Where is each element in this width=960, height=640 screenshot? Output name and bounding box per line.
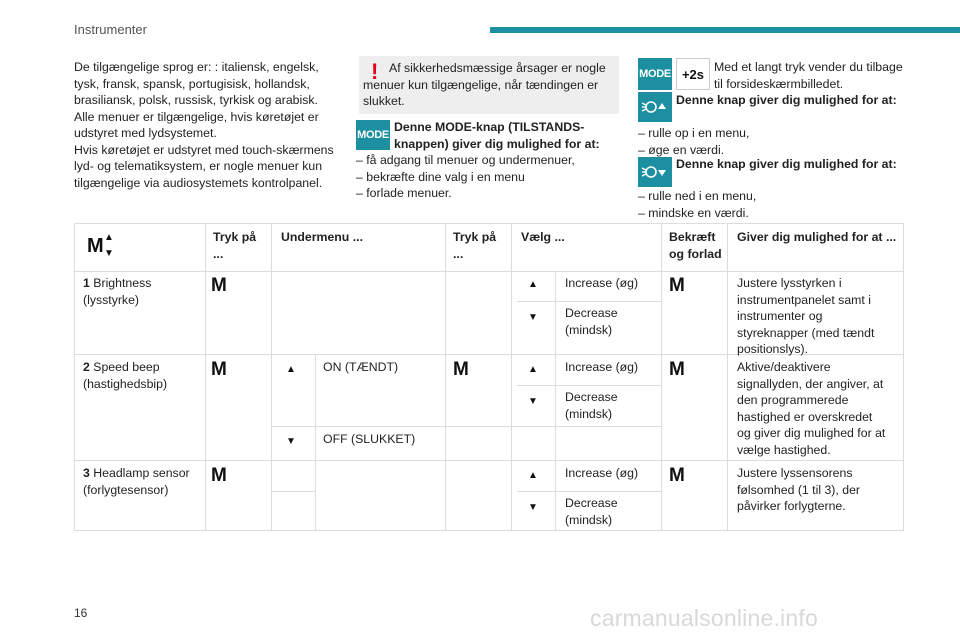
long-press-text: Med et langt tryk vender du tilbage til forsideskærmbilledet. [714,60,903,91]
list-item: – øge en værdi. [638,142,898,159]
down-arrow-icon: ▼ [528,502,538,513]
mode-heading: Denne MODE-knap (TILSTANDS-knappen) giver dig mulighed for at: [394,120,600,151]
lamp-down-glyph [640,160,670,184]
m-button-icon: M [669,359,685,380]
list-item: – bekræfte dine valg i en menu [356,169,616,186]
row-number: 1 [83,276,90,290]
list-item: – få adgang til menuer og undermenuer, [356,152,616,169]
col-divider [271,224,272,530]
cell-divider [271,426,661,427]
up-arrow-icon: ▲ [528,279,538,290]
submenu-on: ON (TÆNDT) [323,360,399,374]
m-button-icon: M [453,359,469,380]
page-number: 16 [74,606,88,620]
mode-list [356,152,616,202]
col-divider [511,224,512,530]
up-button-heading: Denne knap giver dig mulighed for at: [676,93,897,107]
col-divider [555,272,556,530]
intro-paragraph: Hvis køretøjet er udstyret med touch-skærmens lyd- og telematiksystem, er nogle menuer kun tilgængelige via audiosystemets kontrolpanel. [74,142,334,190]
row-divider [75,271,903,272]
list-item: – rulle op i en menu, [638,125,898,142]
section-title: Instrumenter [74,22,147,37]
row-description: Justere lysstyrken i instrumentpanelet samt i instrumenter og styreknapper (med tændt positionslys). [737,276,875,356]
cell-divider [517,385,661,386]
warning-box [359,56,619,114]
up-arrow-icon: ▲ [528,470,538,481]
header-submenu: Undermenu ... [281,230,363,244]
row-name: Headlamp sensor (forlygtesensor) [83,466,190,497]
down-arrow-icon: ▼ [528,312,538,323]
up-list [638,125,898,158]
row-description: Justere lyssensorens følsomhed (1 til 3), der påvirker forlygterne. [737,466,861,513]
header-gives: Giver dig mulighed for at ... [737,230,897,244]
col-divider [315,461,316,530]
down-button-heading: Denne knap giver dig mulighed for at: [676,157,897,171]
header-press: Tryk på ... [213,230,257,261]
watermark: carmanualsonline.info [590,605,818,631]
intro-paragraph: Alle menuer er tilgængelige, hvis køretøjet er udstyret med lydsystemet. [74,109,319,140]
option-increase: Increase (øg) [565,360,639,374]
table-row-label [83,359,201,392]
m-button-icon: M [211,465,227,486]
col-divider [661,224,662,530]
cell-divider [517,491,661,492]
up-arrow-icon: ▲ [286,364,296,375]
col-divider [727,224,728,530]
row-divider [75,460,903,461]
intro-text [74,59,344,191]
down-arrow-icon: ▼ [286,436,296,447]
header-select: Vælg ... [521,230,565,244]
lamp-up-icon [638,92,672,122]
col-divider [445,224,446,530]
submenu-off: OFF (SLUKKET) [323,432,416,446]
table-row-label [83,275,201,308]
mode-button-icon: MODE [356,120,390,150]
option-decrease: Decrease (mindsk) [565,306,618,337]
menu-table [74,223,904,531]
warning-text-wrap [363,60,613,110]
list-item: – forlade menuer. [356,185,616,202]
row-name: Speed beep (hastighedsbip) [83,360,168,391]
row-name: Brightness (lysstyrke) [83,276,152,307]
col-divider [205,224,206,530]
m-button-icon: M [669,465,685,486]
intro-paragraph: De tilgængelige sprog er: : italiensk, engelsk, tysk, fransk, spansk, portugisisk, hollandsk, brasiliansk, polsk, russisk, tyrkisk og arabisk. [74,60,319,107]
m-button-icon: M [211,275,227,296]
m-button-icon: M [669,275,685,296]
warning-text: Af sikkerhedsmæssige årsager er nogle menuer kun tilgængelige, når tændingen er slukket. [363,61,606,108]
cell-divider [271,491,315,492]
list-item: – rulle ned i en menu, [638,188,898,205]
m-button-icon: M [87,235,104,257]
option-decrease: Decrease (mindsk) [565,390,618,421]
cell-divider [517,301,661,302]
down-arrow-icon: ▼ [104,248,114,259]
m-button-icon: M [211,359,227,380]
up-arrow-icon: ▲ [528,364,538,375]
lamp-up-glyph [640,95,670,119]
row-number: 3 [83,466,90,480]
up-arrow-icon: ▲ [104,232,114,243]
option-increase: Increase (øg) [565,466,639,480]
row-description: Aktive/deaktivere signallyden, der angiver, at den programmerede hastighed er overskredet og giver dig mulighed for at vælge hastighed. [737,360,886,457]
down-list [638,188,898,221]
mode-button-icon: MODE [638,58,672,90]
col-divider [315,355,316,461]
table-row-label [83,465,201,498]
option-decrease: Decrease (mindsk) [565,496,618,527]
row-number: 2 [83,360,90,374]
list-item: – mindske en værdi. [638,205,898,222]
option-increase: Increase (øg) [565,276,639,290]
down-arrow-icon: ▼ [528,396,538,407]
long-press-icon: +2s [676,58,710,90]
warning-icon: ! [371,59,379,84]
lamp-down-icon [638,157,672,187]
header-accent-bar [490,27,960,33]
header-press: Tryk på ... [453,230,497,261]
header-confirm: Bekræft og forlad [669,230,722,261]
